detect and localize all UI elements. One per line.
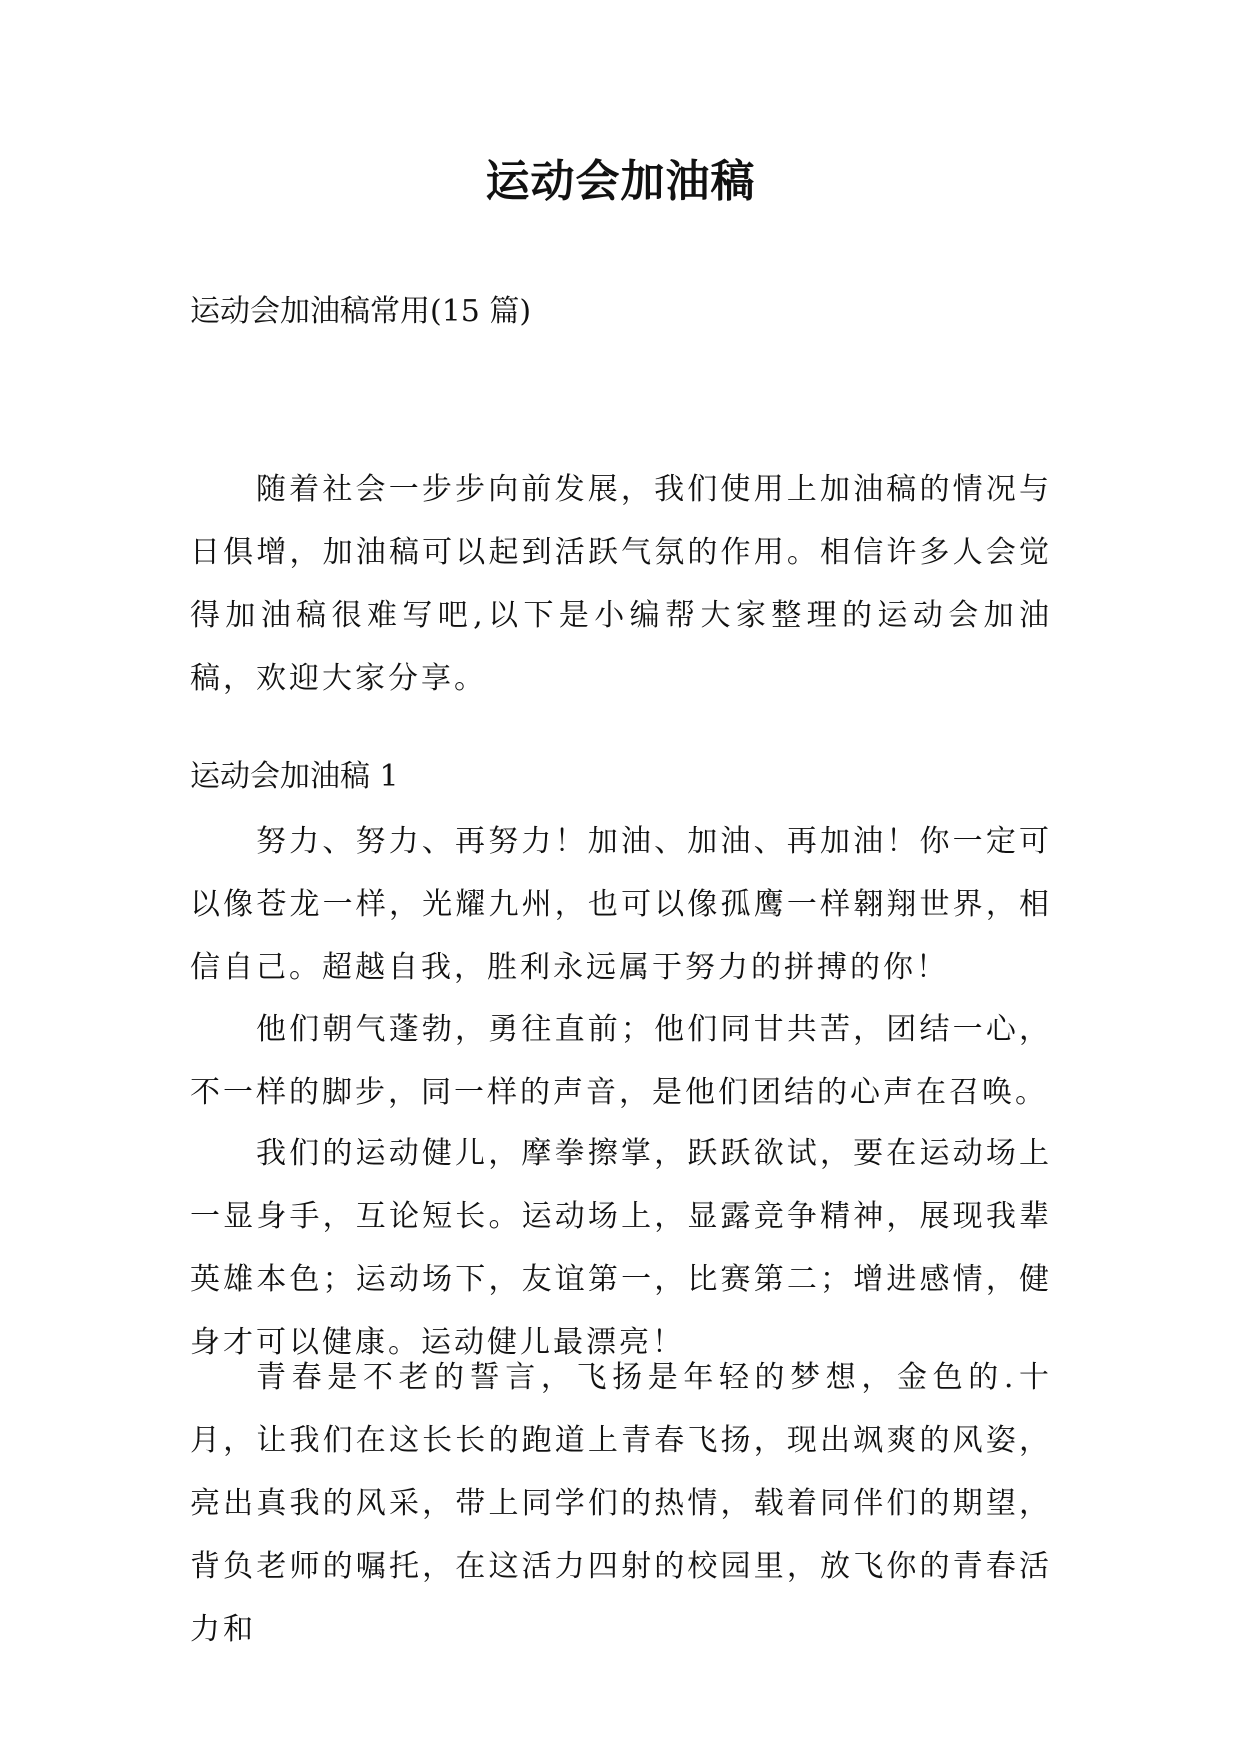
body-paragraph: 我们的运动健儿，摩拳擦掌，跃跃欲试，要在运动场上一显身手，互论短长。运动场上，显露竞争精神，展现我辈英雄本色；运动场下，友谊第一，比赛第二；增进感情，健身才可以健康。运动健儿最漂亮！ — [190, 1136, 1052, 1360]
body-paragraph: 努力、努力、再努力！加油、加油、再加油！你一定可以像苍龙一样，光耀九州，也可以像孤鹰一样翱翔世界，相信自己。超越自我，胜利永远属于努力的拼搏的你！ — [190, 824, 1052, 985]
document-title: 运动会加油稿 — [485, 156, 756, 207]
document-subtitle: 运动会加油稿常用(15 篇) — [190, 294, 532, 329]
body-paragraph: 他们朝气蓬勃，勇往直前；他们同甘共苦，团结一心，不一样的脚步，同一样的声音，是他们团结的心声在召唤。 — [190, 1012, 1052, 1110]
body-paragraph: 青春是不老的誓言，飞扬是年轻的梦想，金色的.十月，让我们在这长长的跑道上青春飞扬，现出飒爽的风姿，亮出真我的风采，带上同学们的热情，载着同伴们的期望，背负老师的嘱托，在这活力四射的校园里，放飞你的青春活力和 — [190, 1360, 1052, 1647]
section-heading: 运动会加油稿 1 — [190, 759, 399, 794]
intro-paragraph: 随着社会一步步向前发展，我们使用上加油稿的情况与日俱增，加油稿可以起到活跃气氛的作用。相信许多人会觉得加油稿很难写吧,以下是小编帮大家整理的运动会加油稿，欢迎大家分享。 — [190, 472, 1052, 696]
